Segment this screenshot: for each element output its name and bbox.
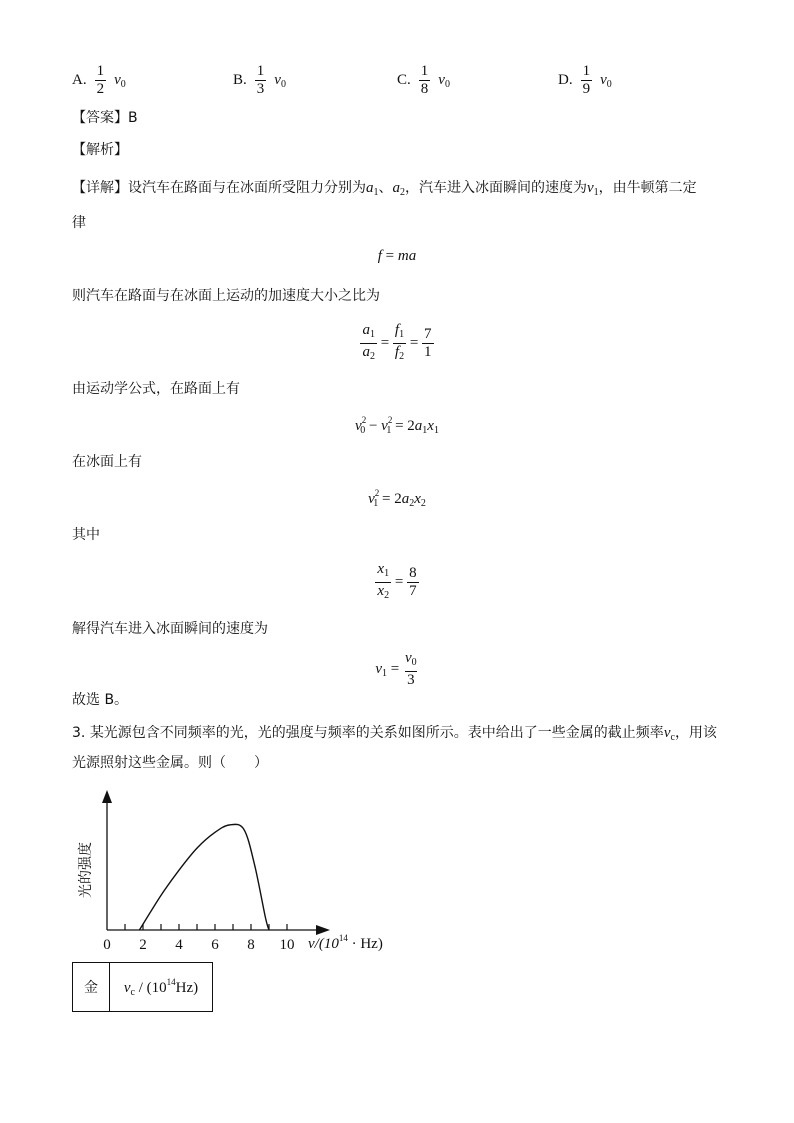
intensity-curve [139,824,269,930]
equation-distance-ratio: $\frac{x_1}{x_2}$ = $\frac{8}{7}$ [0,561,794,604]
equation-result: $v_1$ = $\frac{v_0}{3}$ [375,650,417,688]
paragraph-ice: 在冰面上有 [72,454,142,470]
x-tick-label: 10 [279,937,295,953]
y-axis-label: 光的强度 [78,842,94,898]
question-3: 3. 某光源包含不同频率的光，光的强度与频率的关系如图所示。表中给出了一些金属的截止频率$\nu_c$，用该 [72,725,717,743]
x-tick-label: 8 [247,937,255,953]
x-axis-label: $\nu/(10^{14} \cdot Hz)$ [308,933,383,952]
equation-ice: $v^2_1 = 2a_2x_2$ [368,488,426,509]
equation-ratio: $\frac{a_1}{a_2}$ = $\frac{f_1}{f_2}$ = $\frac{7}{1}$ [0,322,794,365]
analysis-label: 【解析】 [72,142,128,158]
x-tick-label: 4 [175,937,183,953]
option-b: B. $\frac{1}{3}$ $v_0$ [233,63,286,97]
detail-paragraph: 【详解】设汽车在路面与在冰面所受阻力分别为$a_1$、$a_2$，汽车进入冰面瞬间的速度为$v_1$，由牛顿第二定 [72,180,697,198]
paragraph-choose: 故选 B。 [72,692,129,708]
paragraph-kinematics: 由运动学公式，在路面上有 [72,381,240,397]
option-c: C. $\frac{1}{8}$ $v_0$ [397,63,450,97]
x-tick-label: 2 [139,937,147,953]
equation-road: $v^2_0 - v^2_1 = 2a_1x_1$ [355,415,439,436]
table-header-cutoff: $\nu_c / (10^{14}Hz)$ [110,963,213,1012]
option-d: D. $\frac{1}{9}$ $v_0$ [558,63,612,97]
equation-newton: f = ma [377,248,417,264]
x-axis-arrow [316,925,330,935]
x-tick-label: 0 [103,937,111,953]
answer-line: 【答案】B [72,110,138,126]
intensity-frequency-chart [60,785,400,960]
x-tick-label: 6 [211,937,219,953]
paragraph-where: 其中 [72,527,100,543]
table-row [73,963,213,1012]
paragraph-ratio: 则汽车在路面与在冰面上运动的加速度大小之比为 [72,288,380,304]
paragraph-solve: 解得汽车进入冰面瞬间的速度为 [72,621,268,637]
detail-paragraph-cont: 律 [72,215,86,231]
y-axis-arrow [102,790,112,803]
question-3-cont: 光源照射这些金属。则（ ） [72,755,268,771]
cutoff-frequency-table [72,962,213,1012]
option-a: A. $\frac{1}{2}$ $v_0$ [72,63,126,97]
table-cell-metal: 金 [73,963,110,1012]
